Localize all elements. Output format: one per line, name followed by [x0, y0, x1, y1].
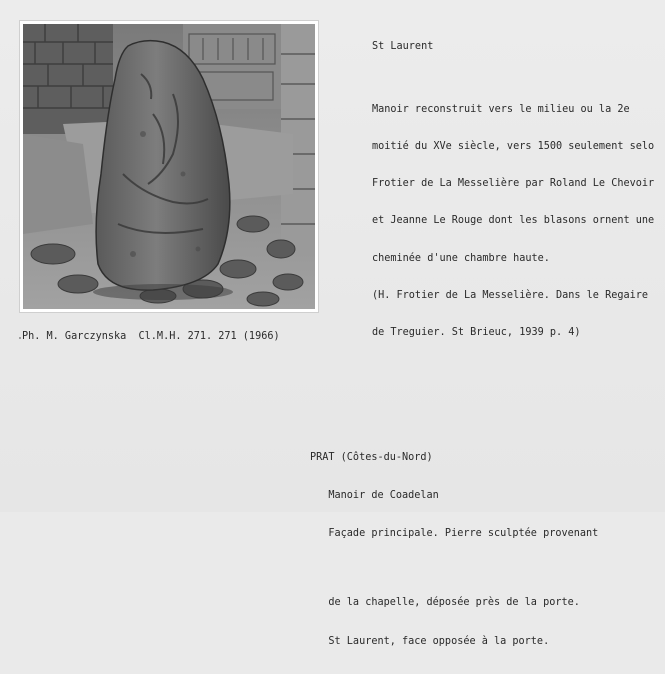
photo-title: St Laurent: [372, 41, 434, 52]
location-line: de la chapelle, déposée près de la porte.: [310, 597, 580, 609]
description-block: [372, 79, 654, 364]
location-line: Façade principale. Pierre sculptée provenant: [310, 528, 599, 540]
sculpted-stone-photo: [20, 21, 318, 312]
description-line: et Jeanne Le Rouge dont les blasons ornent une: [372, 215, 655, 227]
description-line: Manoir reconstruit vers le milieu ou la 2e: [372, 103, 630, 115]
location-line: [310, 567, 598, 572]
ink-dot: [19, 337, 21, 339]
location-line: PRAT (Côtes-du-Nord): [310, 451, 433, 463]
description-line: Frotier de La Messelière par Roland Le Chevoir: [372, 178, 655, 190]
photo-credit: Ph. M. Garczynska Cl.M.H. 271. 271 (1966): [22, 331, 280, 342]
description-line: (H. Frotier de La Messelière. Dans le Regaire: [372, 289, 649, 301]
description-line: de Treguier. St Brieuc, 1939 p. 4): [372, 327, 581, 339]
location-line: Manoir de Coadelan: [310, 489, 439, 501]
photo-image: [23, 24, 315, 309]
location-line: St Laurent, face opposée à la porte.: [310, 635, 550, 647]
description-line: moitié du XVe siècle, vers 1500 seulement selo: [372, 141, 655, 153]
description-line: cheminée d'une chambre haute.: [372, 252, 550, 264]
location-block: [310, 426, 598, 674]
